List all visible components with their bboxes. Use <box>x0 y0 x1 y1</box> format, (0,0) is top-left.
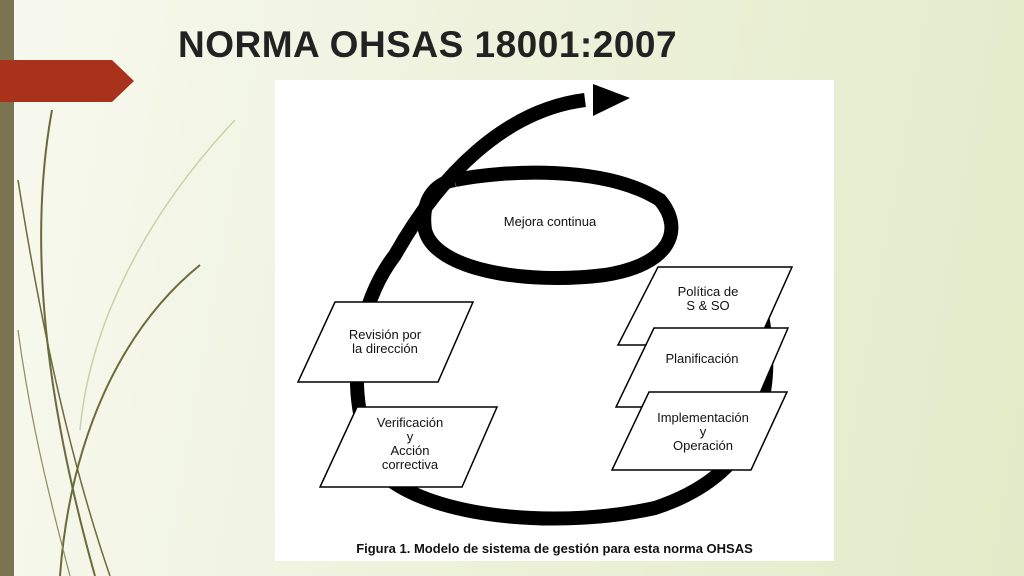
decorative-stems <box>0 0 260 576</box>
label-revision: Revisión por la dirección <box>348 327 422 356</box>
slide-title: NORMA OHSAS 18001:2007 <box>178 24 678 65</box>
figure-caption: Figura 1. Modelo de sistema de gestión para esta norma OHSAS <box>356 541 753 556</box>
center-label: Mejora continua <box>503 214 597 229</box>
label-politica: Política de S & SO <box>677 284 739 313</box>
arrow-head <box>593 84 630 116</box>
ohsas-cycle-diagram <box>275 80 834 561</box>
label-planificacion: Planificación <box>665 351 739 366</box>
label-implementacion: Implementación y Operación <box>657 410 749 453</box>
label-verificacion: Verificación y Acción correctiva <box>376 415 444 472</box>
figure-panel <box>275 80 834 561</box>
